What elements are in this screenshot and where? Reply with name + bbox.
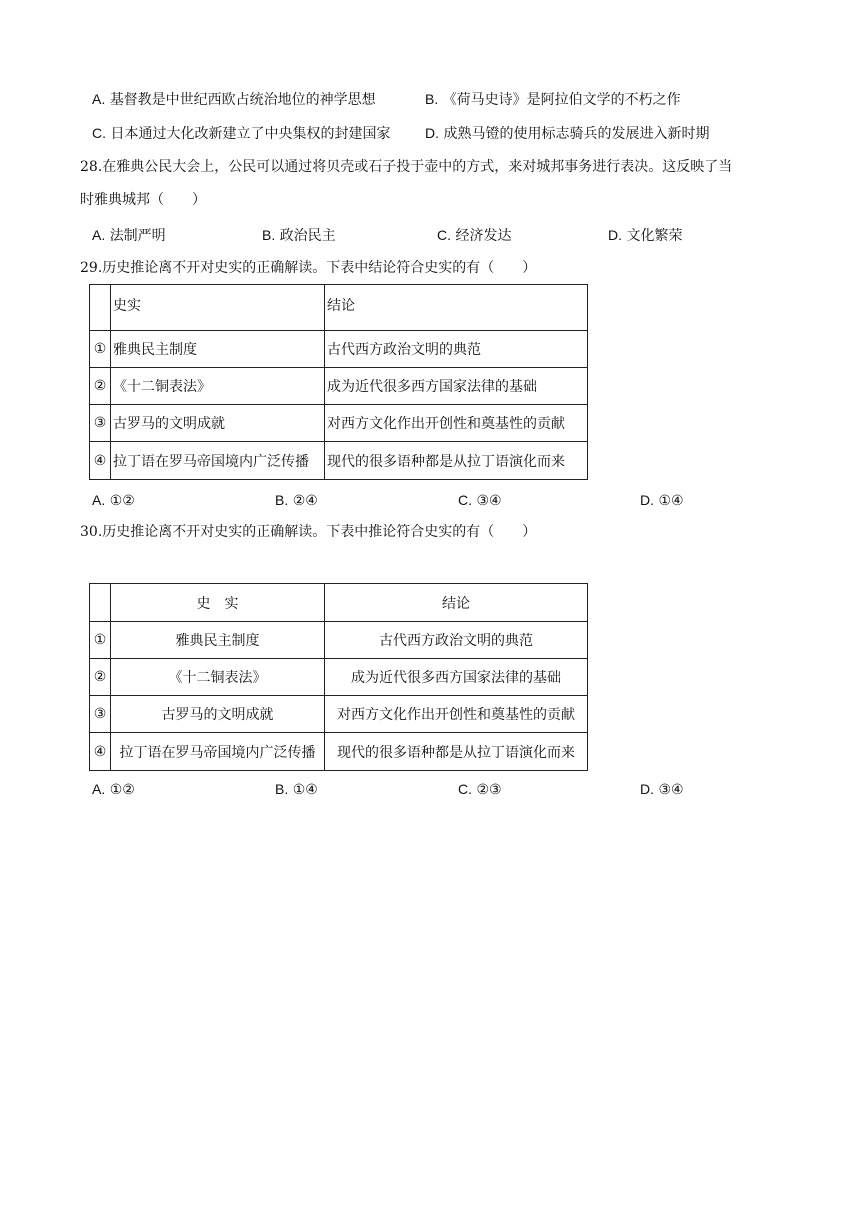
table-row: ① 雅典民主制度 古代西方政治文明的典范 [90,622,588,659]
table-row: ③ 古罗马的文明成就 对西方文化作出开创性和奠基性的贡献 [90,405,588,442]
table-row: ④ 拉丁语在罗马帝国境内广泛传播 现代的很多语种都是从拉丁语演化而来 [90,442,588,480]
q30-header-num [90,584,111,622]
table-row: ③ 古罗马的文明成就 对西方文化作出开创性和奠基性的贡献 [90,696,588,733]
q30-option-b: B. ①④ [275,781,318,798]
q30-option-c: C. ②③ [458,781,502,798]
q30-table [89,583,588,771]
q30-header-conclusion: 结论 [325,584,588,622]
table-row: ② 《十二铜表法》 成为近代很多西方国家法律的基础 [90,368,588,405]
q29-table-header-row [90,285,588,331]
q30-option-a: A. ①② [92,781,135,798]
q30-header-fact: 史 实 [111,584,325,622]
table-row: ② 《十二铜表法》 成为近代很多西方国家法律的基础 [90,659,588,696]
table-row: ① 雅典民主制度 古代西方政治文明的典范 [90,331,588,368]
q29-header-conclusion: 结论 [325,285,588,331]
q28-option-c: C. 经济发达 [437,227,512,244]
q27-option-b: B. 《荷马史诗》是阿拉伯文学的不朽之作 [425,91,681,108]
q30-table-header-row [90,584,588,622]
q28-option-b: B. 政治民主 [262,227,336,244]
q29-table [89,284,588,480]
q27-option-c: C. 日本通过大化改新建立了中央集权的封建国家 [92,125,391,142]
q29-option-a: A. ①② [92,492,135,509]
q30-stem: 30.历史推论离不开对史实的正确解读。下表中推论符合史实的有（ ） [80,524,537,540]
q29-header-num [90,285,111,331]
q29-stem: 29.历史推论离不开对史实的正确解读。下表中结论符合史实的有（ ） [80,260,537,276]
q29-option-b: B. ②④ [275,492,318,509]
q28-option-a: A. 法制严明 [92,227,166,244]
q28-stem-line2: 时雅典城邦（ ） [80,192,206,208]
q29-option-d: D. ①④ [640,492,684,509]
q28-option-d: D. 文化繁荣 [608,227,683,244]
q30-option-d: D. ③④ [640,781,684,798]
q27-option-d: D. 成熟马镫的使用标志骑兵的发展进入新时期 [425,125,710,142]
q29-option-c: C. ③④ [458,492,502,509]
q27-option-a: A. 基督教是中世纪西欧占统治地位的神学思想 [92,91,376,108]
table-row: ④ 拉丁语在罗马帝国境内广泛传播 现代的很多语种都是从拉丁语演化而来 [90,733,588,771]
q28-stem-line1: 28.在雅典公民大会上，公民可以通过将贝壳或石子投于壶中的方式，来对城邦事务进行表决。这反映了当 [80,159,733,175]
q29-header-fact: 史实 [111,285,325,331]
